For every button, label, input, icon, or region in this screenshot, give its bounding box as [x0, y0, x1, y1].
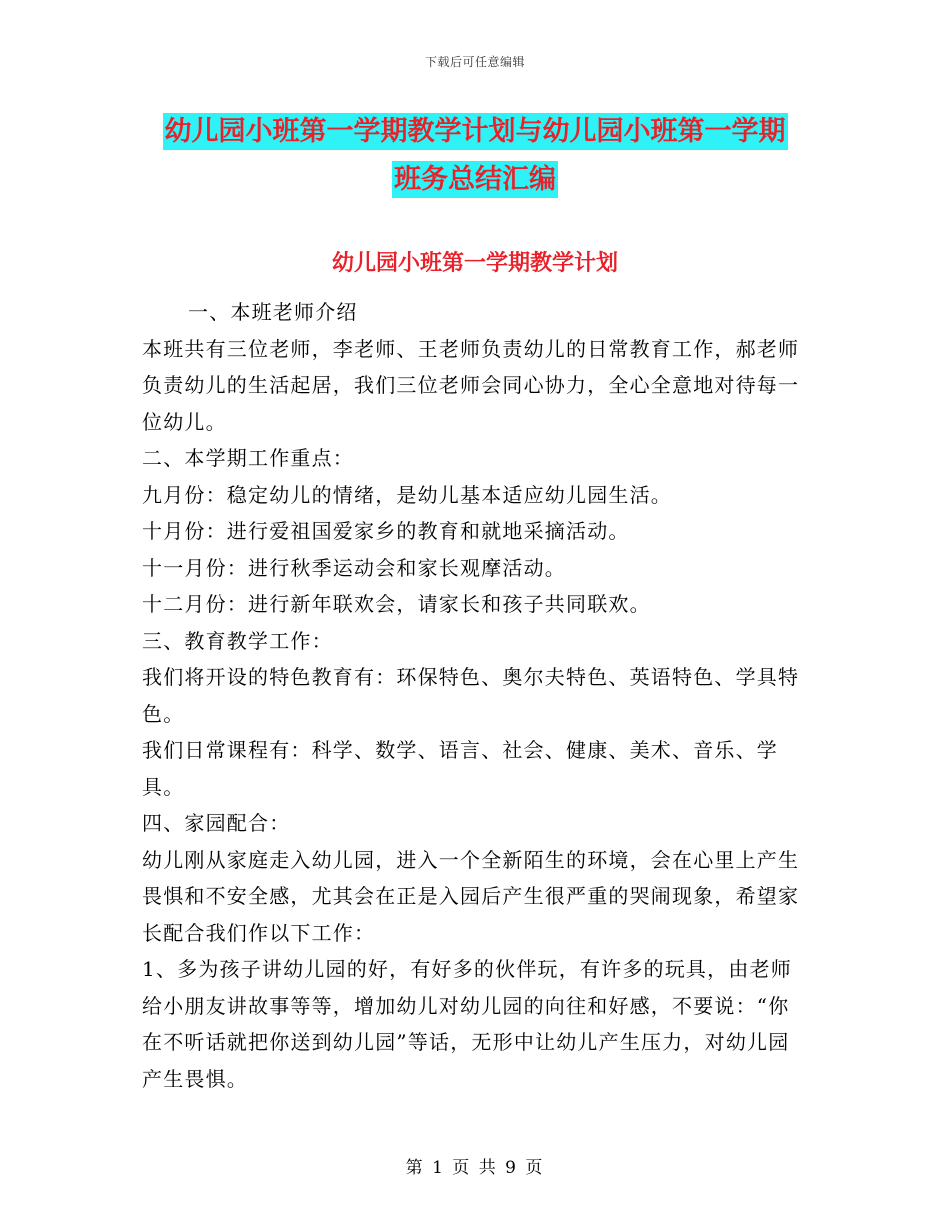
heading-teacher-intro: 一、本班老师介绍: [188, 300, 358, 324]
heading-home-cooperation: 四、家园配合：: [142, 811, 291, 835]
paragraph-special-education: 我们将开设的特色教育有：环保特色、奥尔夫特色、英语特色、学具特色。: [142, 665, 800, 726]
document-body: [142, 294, 810, 1097]
heading-work-focus: 二、本学期工作重点：: [142, 446, 354, 470]
paragraph-adaptation: 幼儿刚从家庭走入幼儿园，进入一个全新陌生的环境，会在心里上产生畏惧和不安全感，尤其会在正是入园后产生很严重的哭闹现象，希望家长配合我们作以下工作：: [142, 847, 800, 945]
section-title: 幼儿园小班第一学期教学计划: [331, 251, 618, 276]
paragraph-teacher-intro: 本班共有三位老师，李老师、王老师负责幼儿的日常教育工作，郝老师负责幼儿的生活起居，我们三位老师会同心协力，全心全意地对待每一位幼儿。: [142, 336, 800, 434]
document-title: [0, 108, 950, 204]
paragraph-september: 九月份：稳定幼儿的情绪，是幼儿基本适应幼儿园生活。: [142, 482, 672, 507]
document-title-line-2: 班务总结汇编: [392, 161, 558, 198]
paragraph-december: 十二月份：进行新年联欢会，请家长和孩子共同联欢。: [142, 592, 651, 616]
paragraph-november: 十一月份：进行秋季运动会和家长观摩活动。: [142, 555, 566, 580]
document-title-line-1: 幼儿园小班第一学期教学计划与幼儿园小班第一学期: [163, 113, 788, 150]
paragraph-daily-courses: 我们日常课程有：科学、数学、语言、社会、健康、美术、音乐、学具。: [142, 738, 778, 799]
paragraph-item-1: 1、多为孩子讲幼儿园的好，有好多的伙伴玩，有许多的玩具，由老师给小朋友讲故事等等，增加幼儿对幼儿园的向往和好感，不要说：“你在不听话就把你送到幼儿园”等话，无形中让幼儿产生压力，对幼儿园产生畏惧。: [142, 957, 792, 1091]
page-number: 第 1 页 共 9 页: [405, 1158, 545, 1178]
heading-teaching-work: 三、教育教学工作：: [142, 628, 333, 653]
page-header-note: 下载后可任意编辑: [424, 55, 525, 69]
paragraph-october: 十月份：进行爱祖国爱家乡的教育和就地采摘活动。: [142, 519, 630, 543]
